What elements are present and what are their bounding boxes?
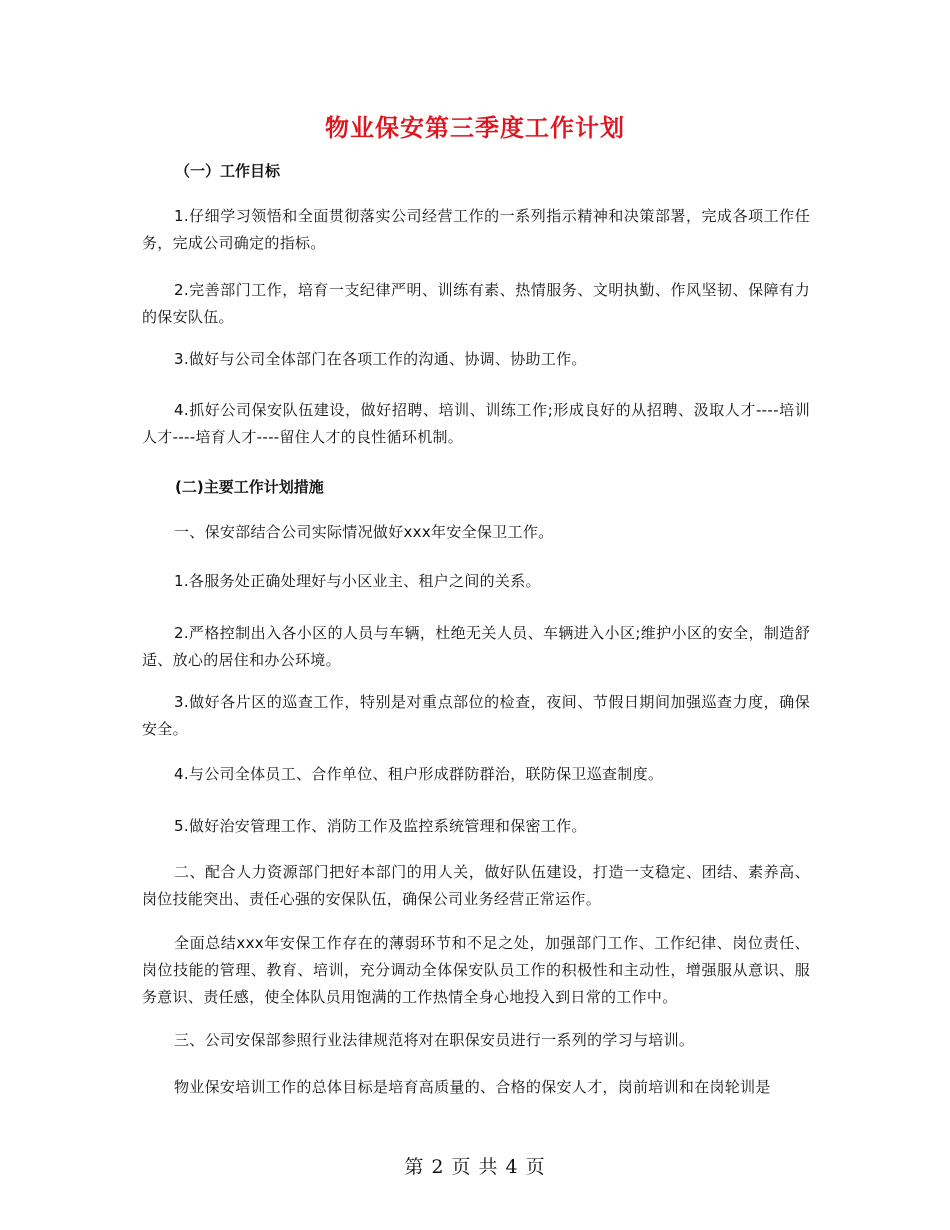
paragraph: 4.与公司全体员工、合作单位、租户形成群防群治，联防保卫巡查制度。 — [174, 765, 664, 783]
paragraph: 2.完善部门工作，培育一支纪律严明、训练有素、热情服务、文明执勤、作风坚韧、保障有力的保安队伍。 — [142, 281, 810, 326]
paragraph: 2.严格控制出入各小区的人员与车辆，杜绝无关人员、车辆进入小区;维护小区的安全，制造舒适、放心的居住和办公环境。 — [142, 624, 810, 669]
page-number: 第 2 页 共 4 页 — [404, 1156, 546, 1178]
paragraph: 二、配合人力资源部门把好本部门的用人关，做好队伍建设，打造一支稳定、团结、素养高、岗位技能突出、责任心强的安保队伍，确保公司业务经营正常运作。 — [142, 863, 810, 908]
paragraph: 3.做好与公司全体部门在各项工作的沟通、协调、协助工作。 — [174, 350, 587, 368]
section-heading-main-measures: (二)主要工作计划措施 — [175, 478, 324, 496]
paragraph: 4.抓好公司保安队伍建设，做好招聘、培训、训练工作;形成良好的从招聘、汲取人才----培训人才----培育人才----留住人才的良性循环机制。 — [142, 401, 810, 446]
paragraph: 三、公司安保部参照行业法律规范将对在职保安员进行一系列的学习与培训。 — [174, 1031, 695, 1049]
paragraph: 5.做好治安管理工作、消防工作及监控系统管理和保密工作。 — [174, 817, 587, 835]
paragraph: 3.做好各片区的巡查工作，特别是对重点部位的检查，夜间、节假日期间加强巡查力度，确保安全。 — [142, 693, 810, 738]
document-title: 物业保安第三季度工作计划 — [325, 114, 625, 142]
paragraph: 一、保安部结合公司实际情况做好xxx年安全保卫工作。 — [174, 523, 554, 541]
section-heading-work-goals: （一）工作目标 — [175, 162, 281, 180]
paragraph: 1.各服务处正确处理好与小区业主、租户之间的关系。 — [174, 572, 541, 590]
paragraph: 1.仔细学习领悟和全面贯彻落实公司经营工作的一系列指示精神和决策部署，完成各项工作任务，完成公司确定的指标。 — [142, 207, 810, 252]
paragraph: 物业保安培训工作的总体目标是培育高质量的、合格的保安人才，岗前培训和在岗轮训是 — [174, 1078, 771, 1096]
paragraph: 全面总结xxx年安保工作存在的薄弱环节和不足之处，加强部门工作、工作纪律、岗位责任、岗位技能的管理、教育、培训，充分调动全体保安队员工作的积极性和主动性，增强服从意识、服务意识、责任感，使全体队员用饱满的工作热情全身心地投入到日常的工作中。 — [142, 934, 810, 1006]
